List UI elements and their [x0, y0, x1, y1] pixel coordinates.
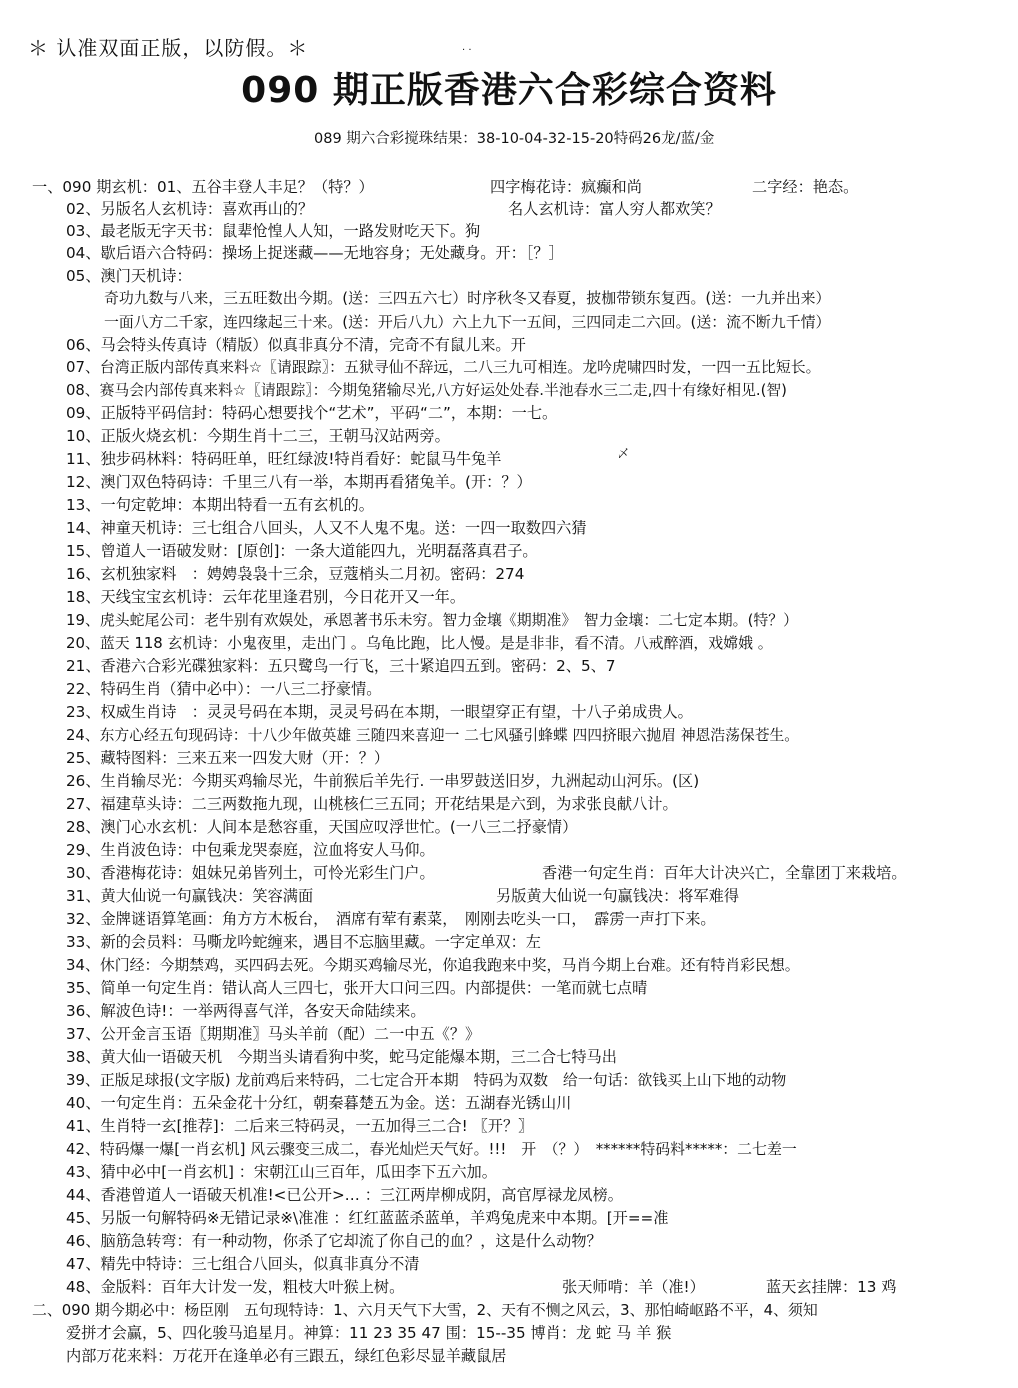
row-03: 03、最老版无字天书：鼠辈怆惶人人知，一路发财吃天下。狗	[66, 222, 481, 240]
row-16: 16、玄机独家料 ：娉娉袅袅十三余，豆蔻梢头二月初。密码：274	[66, 565, 525, 583]
row-11-mark: 乄	[618, 447, 629, 460]
row-44: 44、香港曾道人一语破天机准!<已公开>… ：三江两岸柳成阴，高官厚禄龙凤榜。	[66, 1186, 623, 1204]
row-47: 47、精先中特诗：三七组合八回头，似真非真分不清	[66, 1255, 420, 1273]
row-06: 06、马会特头传真诗（精版）似真非真分不清，完奇不有鼠儿来。开	[66, 336, 526, 354]
row-43: 43、猜中必中[一肖玄机] ：宋朝江山三百年，瓜田李下五六加。	[66, 1163, 497, 1181]
row-09: 09、正版特平码信封：特码心想要找个“艺术”，平码“二”，本期：一七。	[66, 404, 558, 422]
row-40: 40、一句定生肖：五朵金花十分红，朝秦暮楚五为金。送：五湖春光锈山川	[66, 1094, 572, 1112]
row-12: 12、澳门双色特码诗：千里三八有一举，本期再看猪兔羊。(开：？）	[66, 473, 532, 491]
row-48-text: 48、金版料：百年大计发一发，粗枝大叶猴上树。	[66, 1278, 405, 1296]
row-05-poem-line-1: 奇功九数与八来，三五旺数出今期。(送：三四五六七）时序秋冬又春夏，披枷带锁东复西。(送：一九并出来）	[104, 289, 831, 307]
row-01-classic: 二字经：艳态。	[752, 178, 859, 196]
row-11-text: 11、独步码林料：特码旺单，旺红绿波!特肖看好：蛇鼠马牛兔羊	[66, 450, 502, 468]
row-15: 15、曾道人一语破发财：[原创]：一条大道能四九，光明磊落真君子。	[66, 542, 538, 560]
row-34: 34、休门经：今期禁鸡，买四码去死。今期买鸡输尽光，你追我跑来中奖，马肖今期上台难。还有特肖彩民想。	[66, 956, 800, 974]
notice-dots: . .	[462, 42, 472, 53]
row-37: 37、公开金言玉语〖期期准〗马头羊前（配）二一中五《？》	[66, 1025, 481, 1043]
row-20: 20、蓝天 118 玄机诗：小鬼夜里，走出门 。乌龟比跑，比人慢。是是非非，看不清。八戒醉酒，戏嫦娥 。	[66, 634, 773, 652]
row-46: 46、脑筋急转弯：有一种动物，你杀了它却流了你自己的血？，这是什么动物？	[66, 1232, 602, 1250]
row-31-alt-saying: 另版黄大仙说一句赢钱决：将军难得	[496, 887, 739, 905]
row-38: 38、黄大仙一语破天机 今期当头请看狗中奖，蛇马定能爆本期，三二合七特马出	[66, 1048, 617, 1066]
row-02-poem: 名人玄机诗：富人穷人都欢笑？	[508, 200, 721, 218]
section-two-line-3: 内部万花来料：万花开在逢单必有三跟五，绿红色彩尽显羊藏鼠居	[66, 1347, 507, 1365]
row-01-poem: 四字梅花诗：疯癫和尚	[490, 178, 642, 196]
draw-result: 089 期六合彩搅珠结果：38-10-04-32-15-20特码26龙/蓝/金	[314, 131, 715, 147]
row-39: 39、正版足球报(文字版) 龙前鸡后来特码，二七定合开本期 特码为双数 给一句话：欲钱买上山下地的动物	[66, 1071, 787, 1089]
authenticity-notice: ＊ 认准双面正版，以防假。＊	[28, 36, 309, 60]
row-21: 21、香港六合彩光碟独家料：五只鹭鸟一行飞，三十紧追四五到。密码：2、5、7	[66, 657, 616, 675]
row-29: 29、生肖波色诗：中包乘龙哭泰庭，泣血将安人马仰。	[66, 841, 435, 859]
row-27: 27、福建草头诗：二三两数拖九现，山桃核仁三五同；开花结果是六到，为求张良献八计。	[66, 795, 678, 813]
row-08: 08、赛马会内部传真来料☆〖请跟踪〗：今期兔猪输尽光,八方好运处处春.半池春水三二走,四十有缘好相见.(智)	[66, 382, 787, 399]
section-two-line-1: 二、090 期今期必中：杨臣刚 五句现特诗：1、六月天气下大雪，2、天有不恻之风云，3、那怕崎岖路不平，4、须知	[32, 1301, 818, 1319]
row-45: 45、另版一句解特码※无错记录※\准准 ：红红蓝蓝杀蓝单，羊鸡兔虎来中本期。[开==准	[66, 1209, 669, 1227]
row-48-master: 张天师啃：羊（准!）	[562, 1278, 705, 1296]
row-14: 14、神童天机诗：三七组合八回头，人又不人鬼不鬼。送：一四一取数四六猜	[66, 519, 587, 537]
row-23: 23、权威生肖诗 ：灵灵号码在本期，灵灵号码在本期，一眼望穿正有望，十八子弟成贵人。	[66, 703, 693, 721]
row-35: 35、简单一句定生肖：错认高人三四七，张开大口问三四。内部提供：一笔而就七点晴	[66, 979, 648, 997]
section-two-line-2: 爱拼才会赢，5、四化骏马追星月。神算：11 23 35 47 围：15--35 博肖：龙 蛇 马 羊 猴	[66, 1324, 672, 1342]
row-24: 24、东方心经五句现码诗：十八少年做英雄 三随四来喜迎一 二七风骚引蜂蝶 四四挤眼六抛眉 神恩浩荡保苍生。	[66, 727, 800, 744]
row-18: 18、天线宝宝玄机诗：云年花里逢君别，今日花开又一年。	[66, 588, 466, 606]
row-48-plaque: 蓝天玄挂牌：13 鸡	[766, 1278, 897, 1296]
row-36: 36、解波色诗!：一举两得喜气洋，各安天命陆续来。	[66, 1002, 426, 1020]
row-05: 05、澳门天机诗：	[66, 267, 192, 285]
row-04: 04、歇后语六合特码：操场上捉迷藏——无地容身；无处藏身。开：［？］	[66, 244, 564, 262]
row-26: 26、生肖输尽光：今期买鸡输尽光，牛前猴后羊先行. 一串罗鼓送旧岁，九洲起动山河乐。(区)	[66, 772, 700, 790]
row-02-riddle: 02、另版名人玄机诗：喜欢再山的？	[66, 200, 314, 218]
row-41: 41、生肖特一玄[推荐]：二后来三特码灵，一五加得三二合! 〖开？〗	[66, 1117, 534, 1135]
row-42: 42、特码爆一爆[一肖玄机] 风云骤变三成二，春光灿烂天气好。!!! 开 （？） ******特码料*****：二七差一	[66, 1140, 797, 1158]
row-32: 32、金牌谜语算笔画：角方方木板台， 酒席有荤有素菜， 刚刚去吃头一口， 霹雳一声打下来。	[66, 910, 716, 928]
row-25: 25、藏特图料：三来五来一四发大财（开：？）	[66, 749, 390, 767]
row-07: 07、台湾正版内部传真来料☆〖请跟踪〗：五狱寻仙不辞远，二八三九可相连。龙吟虎啸四时发，一四一五比短长。	[66, 358, 821, 376]
row-05-poem-line-2: 一面八方二千家，连四缘起三十来。(送：开后八九）六上九下一五间，三四同走二六回。(送：流不断九千情）	[104, 313, 831, 331]
row-28: 28、澳门心水玄机：人间本是愁容重，天国应叹浮世忙。(一八三二抒豪情）	[66, 818, 578, 836]
row-30-zodiac: 香港一句定生肖：百年大计决兴亡，全靠团丁来栽培。	[542, 864, 907, 882]
row-30-poem: 30、香港梅花诗：姐妹兄弟皆列土，可怜光彩生门户。	[66, 864, 435, 882]
row-10: 10、正版火烧玄机：今期生肖十二三，王朝马汉站两旁。	[66, 427, 450, 445]
row-22: 22、特码生肖（猜中必中）：一八三二抒豪情。	[66, 680, 382, 698]
row-01-riddle: 一、090 期玄机：01、五谷丰登人丰足？（特？）	[32, 178, 374, 196]
row-13: 13、一句定乾坤：本期出特看一五有玄机的。	[66, 496, 374, 514]
page-title: 090 期正版香港六合彩综合资料	[241, 70, 777, 111]
row-33: 33、新的会员料：马嘶龙吟蛇缠来，遇目不忘脑里藏。一字定单双：左	[66, 933, 541, 951]
row-19: 19、虎头蛇尾公司：老牛别有欢娱处，承恩著书乐未穷。智力金壤《期期准》 智力金壤：二七定本期。(特？）	[66, 611, 799, 629]
row-31-saying: 31、黄大仙说一句赢钱决：笑容满面	[66, 887, 314, 905]
